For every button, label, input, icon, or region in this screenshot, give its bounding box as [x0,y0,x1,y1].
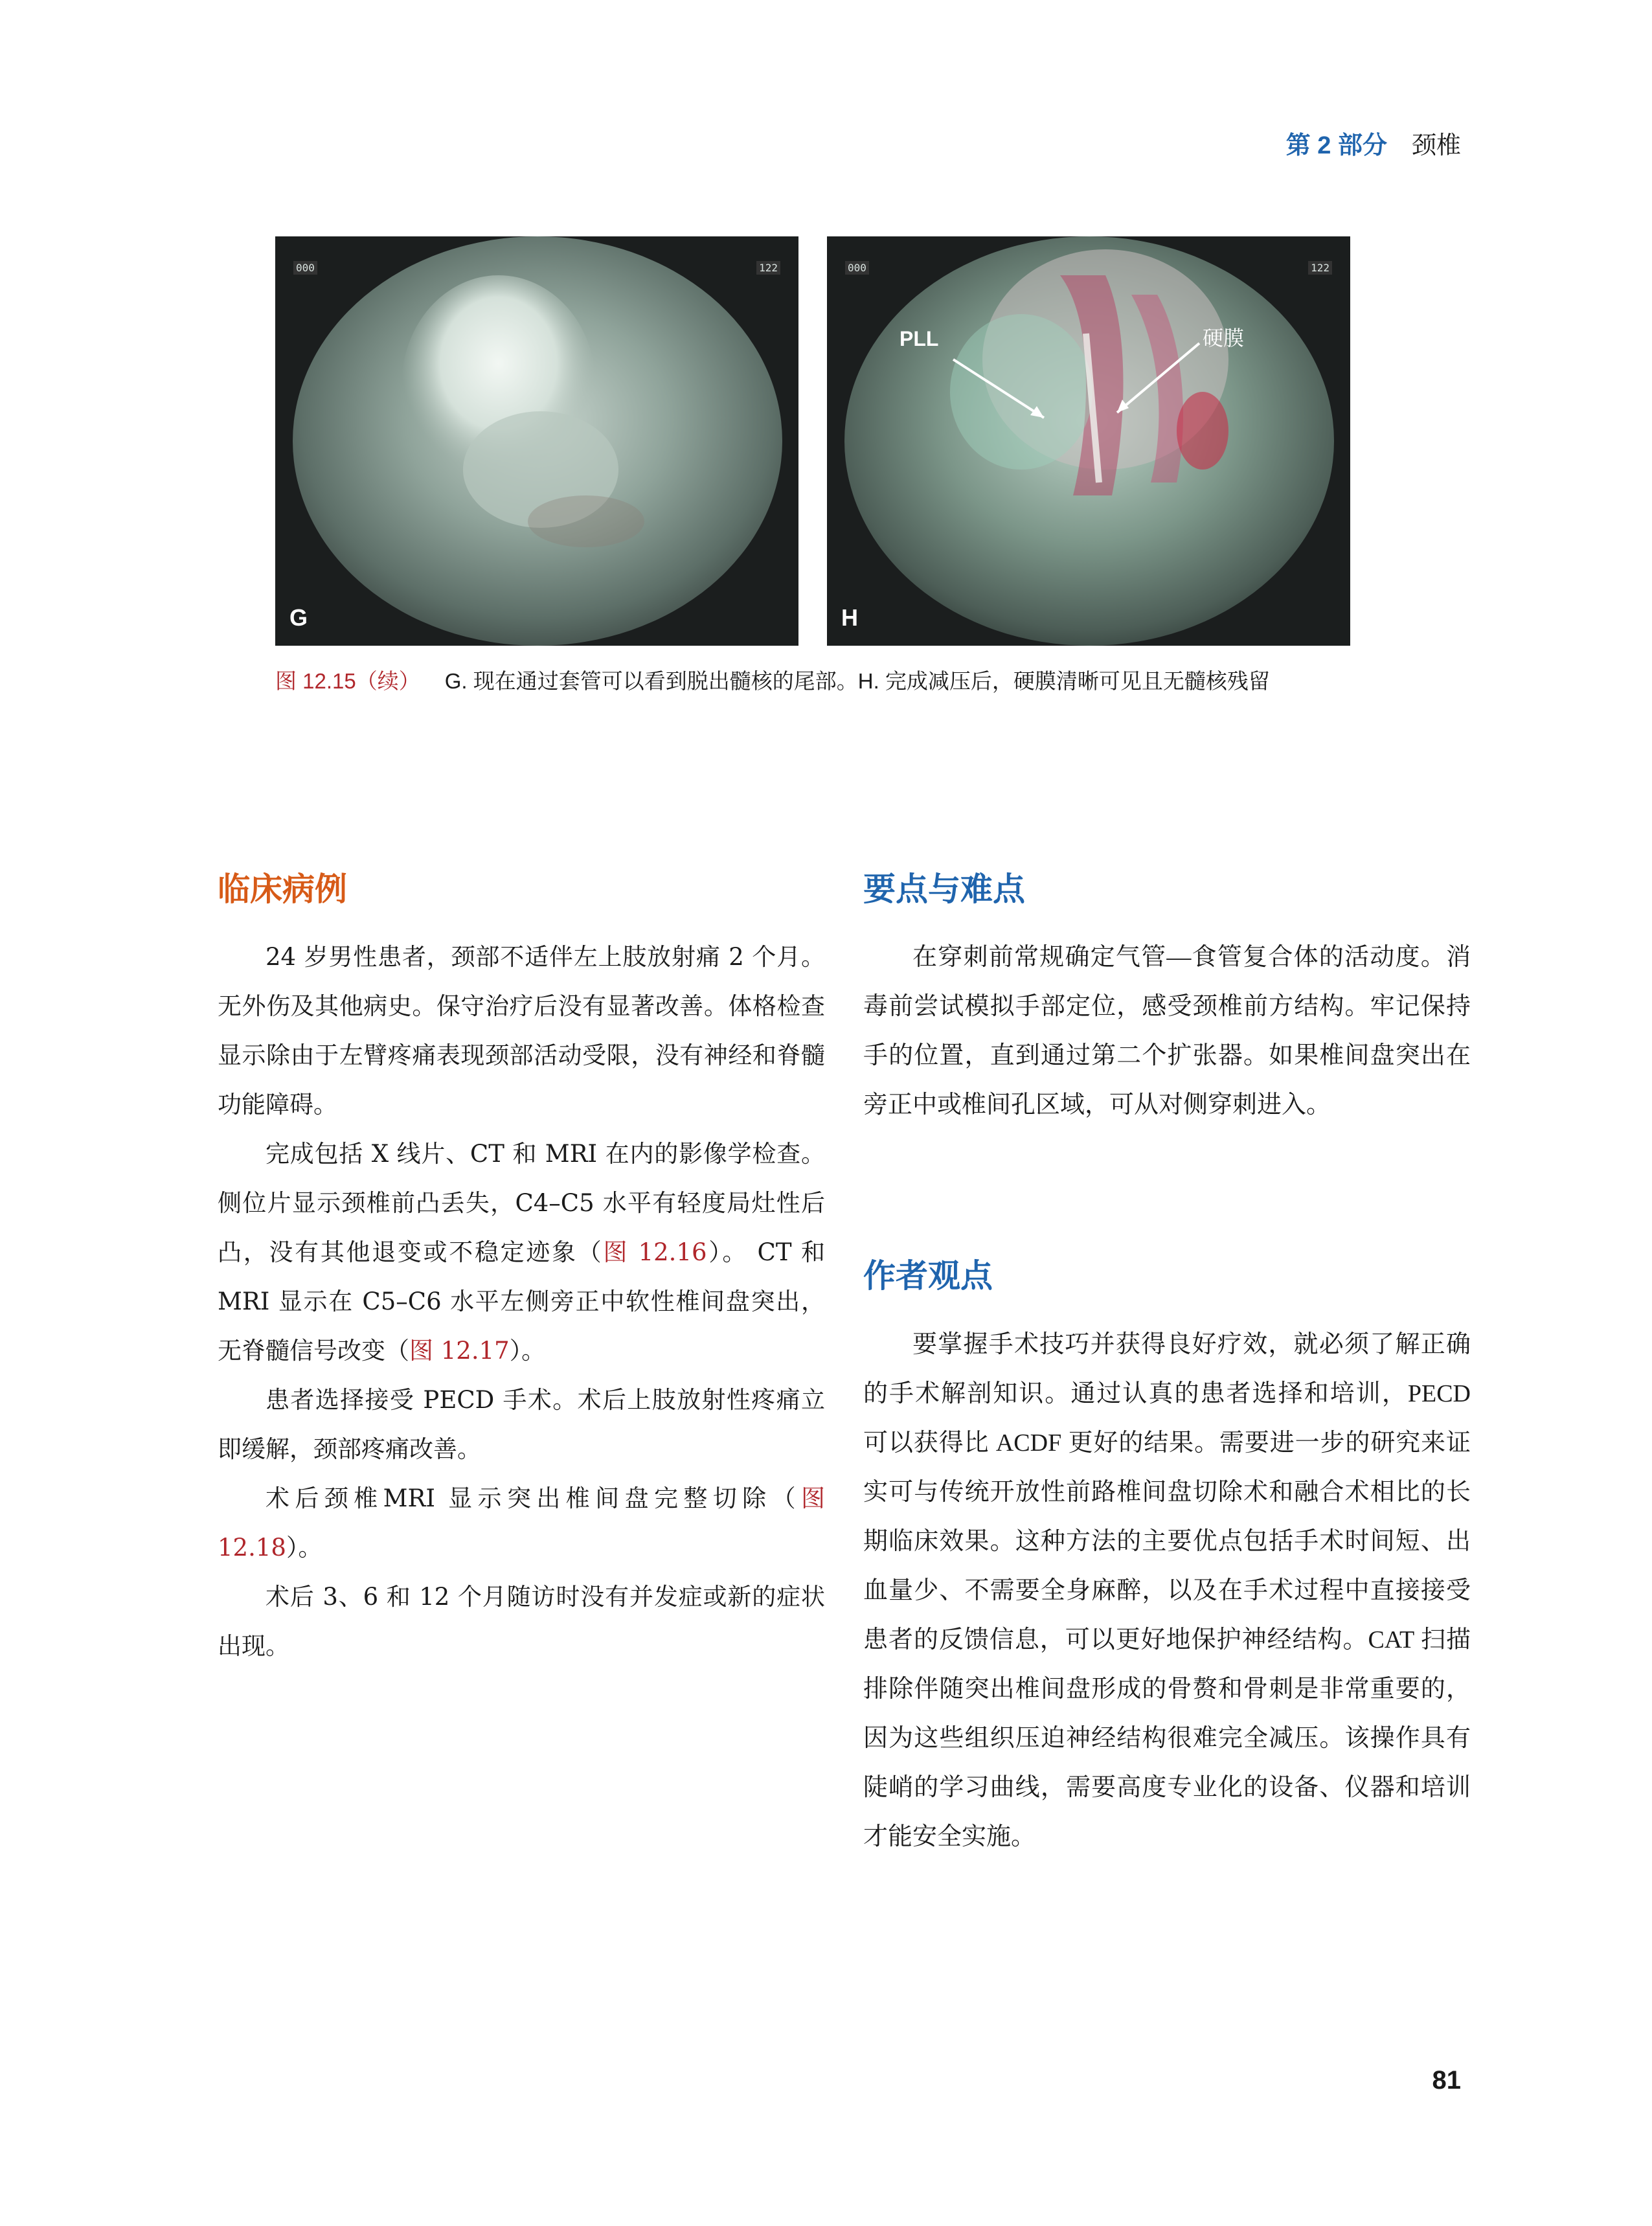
key-points-paragraph: 在穿刺前常规确定气管—食管复合体的活动度。消毒前尝试模拟手部定位，感受颈椎前方结构。牢记保持手的位置，直到通过第二个扩张器。如果椎间盘突出在旁正中或椎间孔区域，可从对侧穿刺进入。 [863,944,1471,1119]
figure-h-photo [827,236,1350,646]
hud-right-g: 122 [756,261,780,275]
figure-ref-12-17[interactable]: 图 12.17 [409,1337,510,1365]
figure-ref-12-16[interactable]: 图 12.16 [603,1238,707,1266]
annotation-dura: 硬膜 [1203,326,1245,350]
page-number: 81 [1432,2066,1461,2095]
caption-text: G. 现在通过套管可以看到脱出髓核的尾部。H. 完成减压后，硬膜清晰可见且无髓核残留 [444,669,1270,693]
case-paragraph-4: 术后颈椎MRI 显示突出椎间盘完整切除（图 12.18）。 [218,1484,825,1562]
case-paragraph-1: 24 岁男性患者，颈部不适伴左上肢放射痛 2 个月。无外伤及其他病史。保守治疗后没有显著改善。体格检查显示除由于左臂疼痛表现颈部活动受限，没有神经和脊髓功能障碍。 [218,943,825,1119]
header-section: 颈椎 [1411,132,1461,159]
clinical-case-body [218,933,825,1671]
hud-left-h: 000 [845,261,869,275]
hud-left-g: 000 [293,261,317,275]
figure-g-label: G [289,604,308,631]
endoscope-view-g [275,236,798,646]
figure-ref-12-18[interactable]: 图 12.18 [218,1484,825,1562]
key-points-body [863,933,1471,1130]
case-paragraph-2: 完成包括 X 线片、CT 和 MRI 在内的影像学检查。侧位片显示颈椎前凸丢失，C4–C5 水平有轻度局灶性后凸，没有其他退变或不稳定迹象（图 12.16）。 CT 和 MRI 显示在 C5–C6 水平左侧旁正中软性椎间盘突出，无脊髓信号改变（图 12.17）。 [218,1140,826,1365]
figure-g-photo [275,236,798,646]
caption-label: 图 12.15（续） [275,669,420,693]
key-points-title: 要点与难点 [863,870,1025,908]
annotation-pll: PLL [900,327,939,350]
figure-caption [275,664,1363,699]
figure-h-label: H [841,604,858,631]
author-view-title: 作者观点 [863,1257,993,1295]
clinical-case-title: 临床病例 [218,870,347,908]
case-paragraph-3: 患者选择接受 PECD 手术。术后上肢放射性疼痛立即缓解，颈部疼痛改善。 [218,1386,825,1463]
running-header [1286,130,1461,162]
author-view-paragraph: 要掌握手术技巧并获得良好疗效，就必须了解正确的手术解剖知识。通过认真的患者选择和培训，PECD 可以获得比 ACDF 更好的结果。需要进一步的研究来证实可与传统开放性前路椎间盘切除术和融合术相比的长期临床效果。这种方法的主要优点包括手术时间短、出血量少、不需要全身麻醉，以及在手术过程中直接接受患者的反馈信息，可以更好地保护神经结构。CAT 扫描排除伴随突出椎间盘形成的骨赘和骨刺是非常重要的，因为这些组织压迫神经结构很难完全减压。该操作具有陡峭的学习曲线，需要高度专业化的设备、仪器和培训才能安全实施。 [863,1331,1471,1850]
author-view-body [863,1320,1471,1861]
hud-right-h: 122 [1308,261,1332,275]
case-paragraph-5: 术后 3、6 和 12 个月随访时没有并发症或新的症状出现。 [218,1583,825,1660]
endoscope-view-h [827,236,1350,646]
header-part: 第 2 部分 [1285,132,1387,159]
